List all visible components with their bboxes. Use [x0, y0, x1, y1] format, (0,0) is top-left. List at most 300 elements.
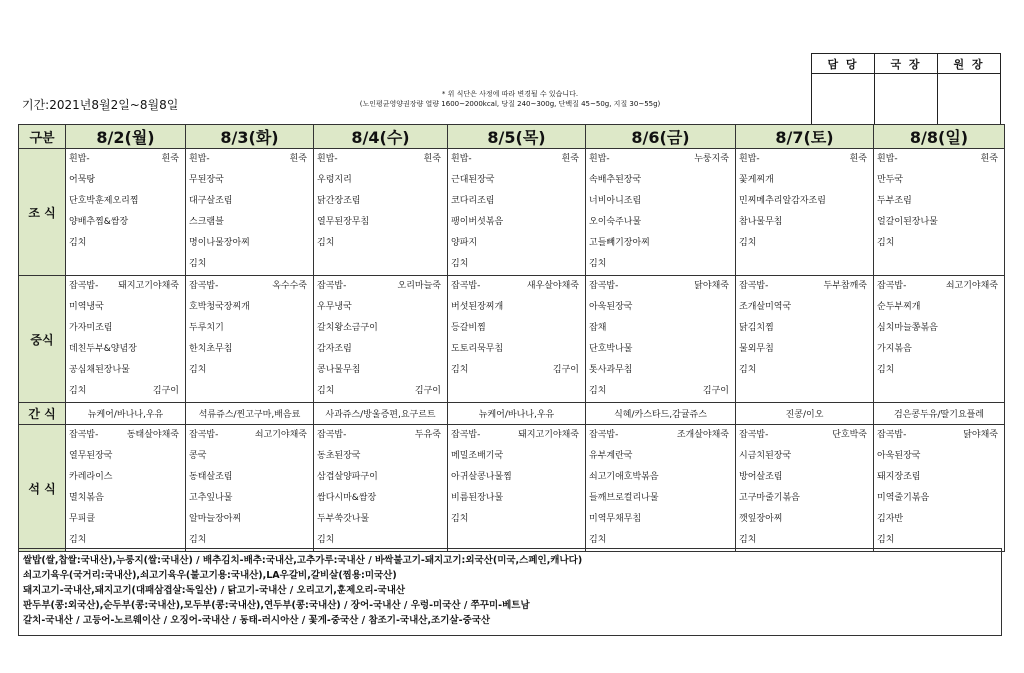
menu-item-text: 김치 [317, 386, 335, 396]
menu-item-text: 두루치기 [189, 323, 224, 333]
dinner-day-cell [186, 425, 314, 552]
menu-item-text: 가자미조림 [69, 323, 113, 333]
menu-item-text: 김자반 [877, 514, 904, 524]
menu-item-text: 고구마줄기볶음 [739, 493, 800, 503]
menu-item [189, 360, 310, 381]
lunch-day-cell [874, 276, 1005, 403]
menu-item [451, 212, 582, 233]
menu-item-side: 흰죽 [561, 154, 579, 164]
menu-item [451, 254, 582, 275]
header-day: 8/5(목) [448, 125, 586, 149]
menu-item [189, 170, 310, 191]
menu-item-text: 무피클 [69, 514, 96, 524]
menu-item-text: 스크램블 [189, 217, 224, 227]
approval-box [811, 53, 1001, 125]
menu-item [589, 149, 732, 170]
menu-item-text: 미역줄기볶음 [877, 493, 930, 503]
menu-item-text: 닭간장조림 [317, 196, 361, 206]
breakfast-day-cell [186, 149, 314, 276]
menu-item-text: 한치초무침 [189, 344, 233, 354]
menu-item-text: 김치 [739, 535, 757, 545]
weekly-menu-table [18, 124, 1005, 552]
menu-item-text: 얼갈이된장나물 [877, 217, 938, 227]
menu-item [317, 360, 444, 381]
menu-item [739, 149, 870, 170]
header-day: 8/8(일) [874, 125, 1005, 149]
snack-day-cell: 진콩/이오 [736, 403, 874, 425]
menu-item-side: 김구이 [702, 386, 729, 396]
menu-item [877, 191, 1001, 212]
menu-item [589, 297, 732, 318]
menu-item [69, 149, 182, 170]
menu-item [189, 212, 310, 233]
menu-item-text: 돼지장조림 [877, 472, 921, 482]
menu-item-text: 김치 [589, 535, 607, 545]
menu-item-text: 김치 [877, 535, 895, 545]
menu-item-text: 등갈비찜 [451, 323, 486, 333]
menu-item-text: 잡곡밥- [189, 281, 219, 291]
menu-item [589, 488, 732, 509]
menu-item-side: 두부참깨죽 [823, 281, 867, 291]
menu-item-text: 방어살조림 [739, 472, 783, 482]
menu-item-text: 미역무채무침 [589, 514, 642, 524]
menu-item-text: 잡곡밥- [877, 430, 907, 440]
menu-item-text: 단호박훈제오리찜 [69, 196, 139, 206]
menu-item-text: 쌈다시마&쌈장 [317, 493, 377, 503]
menu-item-text: 콩나물무침 [317, 365, 361, 375]
dinner-day-cell [448, 425, 586, 552]
menu-item-side: 두유죽 [414, 430, 441, 440]
approval-head-sign [938, 74, 1001, 125]
menu-item-text: 팽이버섯볶음 [451, 217, 504, 227]
menu-item-text: 단호박나물 [589, 344, 633, 354]
menu-item-text: 민찌메추리알감자조림 [739, 196, 826, 206]
menu-item-text: 알마늘장아찌 [189, 514, 242, 524]
menu-item [69, 360, 182, 381]
notice-line2: (노인평균영양권장량 열량 1600~2000kcal, 당질 240~300g, 단백질 45~50g, 지질 30~55g) [359, 100, 661, 108]
menu-item [451, 488, 582, 509]
menu-item-side: 쇠고기야채죽 [254, 430, 307, 440]
menu-item [189, 233, 310, 254]
menu-item [739, 488, 870, 509]
menu-item-text: 버섯된장찌개 [451, 302, 504, 312]
menu-item [739, 191, 870, 212]
dinner-day-cell [314, 425, 448, 552]
menu-item [317, 149, 444, 170]
menu-item [451, 149, 582, 170]
menu-item [317, 276, 444, 297]
menu-item-text: 아욱된장국 [877, 451, 921, 461]
lunch-day-cell [448, 276, 586, 403]
menu-item-text: 잡곡밥- [739, 430, 769, 440]
menu-item-text: 잡곡밥- [317, 281, 347, 291]
menu-item-text: 코다리조림 [451, 196, 495, 206]
menu-item [451, 467, 582, 488]
menu-item-text: 열무된장무침 [317, 217, 370, 227]
menu-item [69, 233, 182, 254]
menu-item [69, 509, 182, 530]
menu-item-text: 대구살조림 [189, 196, 233, 206]
menu-item [69, 297, 182, 318]
origin-line: 갈치-국내산 / 고등어-노르웨이산 / 오징어-국내산 / 동태-러시아산 / 꽃게-중국산 / 참조기-국내산,조기살-중국산 [23, 615, 491, 626]
menu-item-text: 심치마늘쫑볶음 [877, 323, 938, 333]
menu-item-text: 잡곡밥- [589, 430, 619, 440]
breakfast-day-cell [586, 149, 736, 276]
menu-item-text: 두부쑥갓나물 [317, 514, 370, 524]
menu-item-side: 조개살야채죽 [676, 430, 729, 440]
menu-item [189, 488, 310, 509]
menu-item-text: 근대된장국 [451, 175, 495, 185]
menu-item-text: 잡곡밥- [451, 430, 481, 440]
menu-item [317, 339, 444, 360]
menu-item-text: 잡곡밥- [589, 281, 619, 291]
menu-item-text: 톳사과무침 [589, 365, 633, 375]
menu-item [877, 170, 1001, 191]
menu-item [317, 425, 444, 446]
menu-item-side: 김구이 [552, 365, 579, 375]
menu-item-side: 단호박죽 [832, 430, 867, 440]
menu-item [317, 297, 444, 318]
menu-item-text: 흰밥- [739, 154, 760, 164]
menu-item [877, 467, 1001, 488]
menu-item-text: 흰밥- [189, 154, 210, 164]
menu-item-text: 순두부찌개 [877, 302, 921, 312]
menu-item-text: 흰밥- [589, 154, 610, 164]
menu-item [69, 446, 182, 467]
menu-item [589, 212, 732, 233]
menu-item [69, 318, 182, 339]
origin-line: 돼지고기-국내산,돼지고기(대패삼겹살:독일산) / 닭고기-국내산 / 오리고기,훈제오리-국내산 [23, 585, 406, 596]
menu-item-side: 흰죽 [289, 154, 307, 164]
menu-item-side: 옥수수죽 [272, 281, 307, 291]
menu-item [589, 318, 732, 339]
menu-item-text: 동태살조림 [189, 472, 233, 482]
menu-item [451, 509, 582, 530]
menu-item-text: 너비아니조림 [589, 196, 642, 206]
origin-line: 판두부(콩:외국산),순두부(콩:국내산),모두부(콩:국내산),연두부(콩:국내산) / 장어-국내산 / 우렁-미국산 / 쭈꾸미-베트남 [23, 600, 530, 611]
menu-item-text: 잡곡밥- [69, 430, 99, 440]
approval-staff: 담 당 [812, 54, 875, 74]
menu-item-text: 열무된장국 [69, 451, 113, 461]
menu-item-text: 잡곡밥- [739, 281, 769, 291]
menu-item [589, 339, 732, 360]
lunch-day-cell [186, 276, 314, 403]
menu-item-text: 어묵탕 [69, 175, 96, 185]
menu-item-text: 가지볶음 [877, 344, 912, 354]
menu-item [69, 339, 182, 360]
menu-item [317, 191, 444, 212]
menu-item-text: 김치 [317, 238, 335, 248]
menu-item-text: 카레라이스 [69, 472, 113, 482]
dinner-day-cell [874, 425, 1005, 552]
menu-item-text: 오이숙주나물 [589, 217, 642, 227]
notice-line1: * 위 식단은 사정에 따라 변경될 수 있습니다. [441, 90, 579, 98]
meal-label-snack: 간 식 [19, 403, 66, 425]
origin-notice [18, 548, 1002, 636]
menu-item [589, 509, 732, 530]
menu-item-text: 삼겹살양파구이 [317, 472, 378, 482]
menu-item [317, 381, 444, 402]
menu-item [189, 339, 310, 360]
menu-item-text: 만두국 [877, 175, 904, 185]
menu-item-text: 김치 [877, 238, 895, 248]
header-day: 8/2(월) [66, 125, 186, 149]
menu-item-text: 김치 [317, 535, 335, 545]
menu-item [189, 254, 310, 275]
menu-item-text: 흰밥- [317, 154, 338, 164]
menu-item [451, 276, 582, 297]
menu-item-text: 김치 [189, 259, 207, 269]
menu-item [317, 446, 444, 467]
header-day: 8/6(금) [586, 125, 736, 149]
menu-item-text: 잡채 [589, 323, 607, 333]
breakfast-day-cell [448, 149, 586, 276]
menu-item-side: 돼지고기야채죽 [518, 430, 579, 440]
menu-item-text: 들깨브로컬리나물 [589, 493, 659, 503]
menu-item [69, 467, 182, 488]
menu-item-side: 돼지고기야채죽 [118, 281, 179, 291]
header-day: 8/3(화) [186, 125, 314, 149]
menu-item [739, 446, 870, 467]
menu-item-text: 명이나물장아찌 [189, 238, 250, 248]
menu-item [317, 318, 444, 339]
menu-item-text: 무된장국 [189, 175, 224, 185]
menu-item [739, 297, 870, 318]
menu-item [739, 276, 870, 297]
menu-item [877, 297, 1001, 318]
menu-item-side: 김구이 [414, 386, 441, 396]
menu-item-side: 쇠고기야채죽 [945, 281, 998, 291]
menu-item-side: 닭야채죽 [963, 430, 998, 440]
menu-item-text: 깻잎장아찌 [739, 514, 783, 524]
menu-item [589, 276, 732, 297]
menu-item-text: 김치 [877, 365, 895, 375]
menu-item-text: 김치 [69, 238, 87, 248]
menu-item-text: 김치 [189, 365, 207, 375]
dinner-day-cell [586, 425, 736, 552]
menu-item-text: 흰밥- [451, 154, 472, 164]
snack-day-cell: 검은콩두유/딸기요플레 [874, 403, 1005, 425]
breakfast-day-cell [66, 149, 186, 276]
menu-item [451, 191, 582, 212]
menu-item-text: 조개살미역국 [739, 302, 792, 312]
menu-item-text: 속배추된장국 [589, 175, 642, 185]
menu-item-text: 동초된장국 [317, 451, 361, 461]
menu-item [189, 191, 310, 212]
menu-item [877, 360, 1001, 381]
menu-item [739, 233, 870, 254]
menu-item-text: 우렁지리 [317, 175, 352, 185]
lunch-day-cell [66, 276, 186, 403]
lunch-day-cell [314, 276, 448, 403]
menu-item-text: 꽃게찌개 [739, 175, 774, 185]
menu-item-text: 쇠고기애호박볶음 [589, 472, 659, 482]
menu-item [451, 297, 582, 318]
header-gubun: 구분 [19, 125, 66, 149]
dinner-day-cell [66, 425, 186, 552]
menu-item-text: 김치 [189, 535, 207, 545]
menu-item [69, 425, 182, 446]
lunch-day-cell [586, 276, 736, 403]
menu-item [877, 425, 1001, 446]
menu-item [589, 425, 732, 446]
menu-item-text: 김치 [69, 386, 87, 396]
menu-item-text: 닭김치찜 [739, 323, 774, 333]
menu-item [189, 149, 310, 170]
menu-period: 기간:2021년8월2일~8월8일 [22, 98, 179, 112]
menu-item-text: 참나물무침 [739, 217, 783, 227]
menu-item-text: 물외무침 [739, 344, 774, 354]
snack-day-cell: 뉴케어/바나나,우유 [66, 403, 186, 425]
menu-item-text: 잡곡밥- [317, 430, 347, 440]
lunch-day-cell [736, 276, 874, 403]
menu-item-text: 흰밥- [69, 154, 90, 164]
approval-head: 원 장 [938, 54, 1001, 74]
menu-item-text: 시금치된장국 [739, 451, 792, 461]
meal-label-lunch: 중식 [19, 276, 66, 403]
menu-item [877, 488, 1001, 509]
menu-item [317, 212, 444, 233]
menu-item [317, 233, 444, 254]
menu-item-side: 닭야채죽 [694, 281, 729, 291]
menu-item [451, 318, 582, 339]
menu-item [317, 509, 444, 530]
menu-item [739, 318, 870, 339]
menu-item-side: 흰죽 [161, 154, 179, 164]
menu-item [451, 339, 582, 360]
menu-item-text: 감자조림 [317, 344, 352, 354]
approval-staff-sign [812, 74, 875, 125]
menu-item [877, 339, 1001, 360]
menu-item [877, 212, 1001, 233]
menu-item-text: 김치 [451, 259, 469, 269]
breakfast-day-cell [874, 149, 1005, 276]
menu-item-text: 아욱된장국 [589, 302, 633, 312]
menu-item-text: 유부계란국 [589, 451, 633, 461]
menu-item-text: 멸치볶음 [69, 493, 104, 503]
menu-item [589, 170, 732, 191]
menu-item-text: 비름된장나물 [451, 493, 504, 503]
menu-item [451, 446, 582, 467]
menu-item [317, 170, 444, 191]
menu-item [189, 425, 310, 446]
menu-item-side: 동태살야채죽 [126, 430, 179, 440]
menu-item [451, 360, 582, 381]
menu-item [739, 339, 870, 360]
menu-item-side: 흰죽 [849, 154, 867, 164]
notice [330, 89, 690, 109]
approval-director: 국 장 [875, 54, 938, 74]
menu-item-text: 김치 [451, 514, 469, 524]
menu-item [589, 360, 732, 381]
menu-item-text: 데친두부&양념장 [69, 344, 137, 354]
menu-item [739, 425, 870, 446]
menu-item [69, 170, 182, 191]
menu-item [69, 276, 182, 297]
menu-item [69, 212, 182, 233]
menu-item-side: 오리마늘죽 [397, 281, 441, 291]
menu-item-text: 갈치왕소금구이 [317, 323, 378, 333]
menu-item-text: 미역냉국 [69, 302, 104, 312]
menu-item-text: 도토리묵무침 [451, 344, 504, 354]
menu-item [189, 297, 310, 318]
menu-item-text: 김치 [451, 365, 469, 375]
breakfast-day-cell [736, 149, 874, 276]
menu-item [877, 318, 1001, 339]
menu-item-text: 김치 [589, 386, 607, 396]
menu-item-text: 공심채된장나물 [69, 365, 130, 375]
menu-item-side: 흰죽 [423, 154, 441, 164]
menu-item-text: 고들빼기장아찌 [589, 238, 650, 248]
menu-item-text: 콩국 [189, 451, 207, 461]
menu-item [451, 233, 582, 254]
menu-item [69, 488, 182, 509]
menu-item-text: 잡곡밥- [877, 281, 907, 291]
menu-item [589, 254, 732, 275]
menu-item [451, 425, 582, 446]
menu-item [451, 170, 582, 191]
menu-item-text: 잡곡밥- [69, 281, 99, 291]
menu-item-text: 잡곡밥- [451, 281, 481, 291]
menu-item [739, 170, 870, 191]
meal-label-dinner: 석 식 [19, 425, 66, 552]
menu-item [69, 381, 182, 402]
menu-item-text: 양파지 [451, 238, 478, 248]
menu-item [189, 276, 310, 297]
menu-item [69, 191, 182, 212]
menu-item [317, 467, 444, 488]
menu-item-text: 아귀살콩나물찜 [451, 472, 512, 482]
approval-director-sign [875, 74, 938, 125]
menu-item [739, 212, 870, 233]
menu-item-text: 흰밥- [877, 154, 898, 164]
snack-day-cell: 석류쥬스/찐고구마,배음료 [186, 403, 314, 425]
menu-item [739, 360, 870, 381]
menu-item-text: 메밀조배기국 [451, 451, 504, 461]
menu-item [877, 446, 1001, 467]
menu-item-side: 김구이 [152, 386, 179, 396]
menu-item [877, 276, 1001, 297]
menu-item-text: 우무냉국 [317, 302, 352, 312]
menu-item-text: 김치 [739, 365, 757, 375]
origin-line: 쌀밥(쌀,찹쌀:국내산),누룽지(쌀:국내산) / 배추김치-배추:국내산,고추가루:국내산 / 바싹불고기-돼지고기:외국산(미국,스페인,캐나다) [23, 555, 583, 566]
menu-item [317, 488, 444, 509]
menu-item-side: 흰죽 [980, 154, 998, 164]
menu-item-text: 양배추찜&쌈장 [69, 217, 129, 227]
menu-item [589, 191, 732, 212]
menu-item [589, 233, 732, 254]
origin-line: 쇠고기육우(국거리:국내산),쇠고기육우(불고기용:국내산),LA우갈비,갈비살(찜용:미국산) [23, 570, 397, 581]
menu-item [877, 149, 1001, 170]
snack-day-cell: 사과쥬스/방울증편,요구르트 [314, 403, 448, 425]
menu-item-text: 잡곡밥- [189, 430, 219, 440]
dinner-day-cell [736, 425, 874, 552]
menu-item-text: 김치 [589, 259, 607, 269]
menu-item [189, 467, 310, 488]
menu-item-text: 김치 [739, 238, 757, 248]
menu-item-text: 고추잎나물 [189, 493, 233, 503]
header-day: 8/4(수) [314, 125, 448, 149]
menu-item [189, 446, 310, 467]
header-day: 8/7(토) [736, 125, 874, 149]
snack-day-cell: 뉴케어/바나나,우유 [448, 403, 586, 425]
snack-day-cell: 식혜/카스타드,감귤쥬스 [586, 403, 736, 425]
menu-item [189, 318, 310, 339]
menu-item-text: 김치 [69, 535, 87, 545]
menu-item [189, 509, 310, 530]
menu-item [589, 381, 732, 402]
menu-item-text: 호박청국장찌개 [189, 302, 250, 312]
